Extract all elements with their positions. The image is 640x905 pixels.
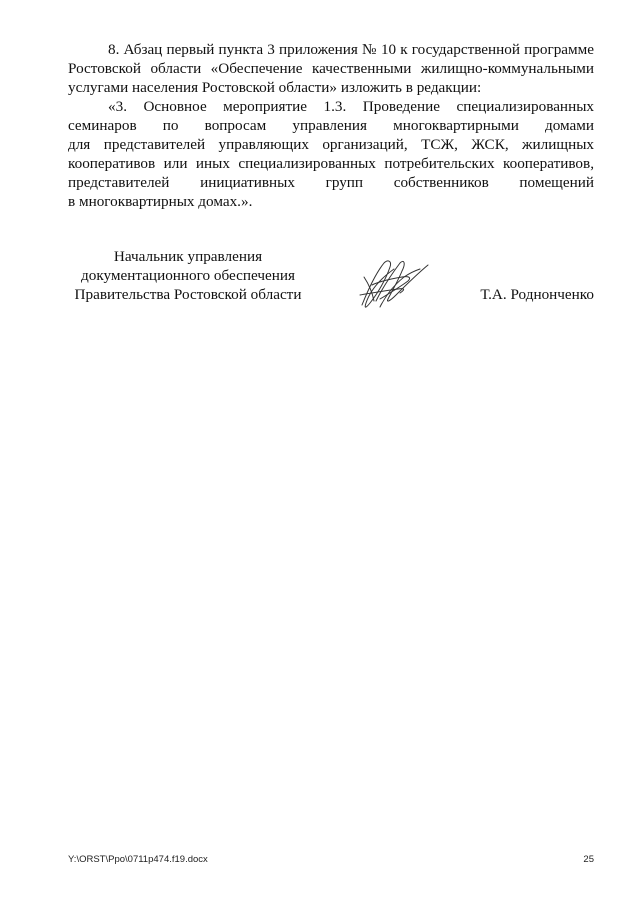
text-line: Ростовской области «Обеспечение качественными жилищно-коммунальными [68,60,594,77]
footer-file-path: Y:\ORST\Ppo\0711p474.f19.docx [68,854,208,865]
footer-page-number: 25 [583,854,594,865]
paragraph-amendment-text [68,97,594,211]
signer-name: Т.А. Роднонченко [480,286,594,303]
text-line: услугами населения Ростовской области» изложить в редакции: [68,79,482,96]
paragraph-amendment-intro [68,40,594,97]
text-line: в многоквартирных домах.». [68,193,253,210]
position-line: Начальник управления [113,248,263,265]
text-line: кооперативов или иных специализированных потребительских кооперативов, [68,155,594,172]
signatory-position [68,247,308,304]
text-line: «3. Основное мероприятие 1.3. Проведение специализированных [108,98,594,115]
position-line: документационного обеспечения [81,267,295,284]
text-line: семинаров по вопросам управления многоквартирными домами [68,117,594,134]
text-line: представителей инициативных групп собственников помещений [68,174,594,191]
position-line: Правительства Ростовской области [74,286,302,303]
text-line: 8. Абзац первый пункта 3 приложения № 10 к государственной программе [108,41,594,58]
handwritten-signature [350,255,440,315]
text-line: для представителей управляющих организаций, ТСЖ, ЖСК, жилищных [68,136,594,153]
